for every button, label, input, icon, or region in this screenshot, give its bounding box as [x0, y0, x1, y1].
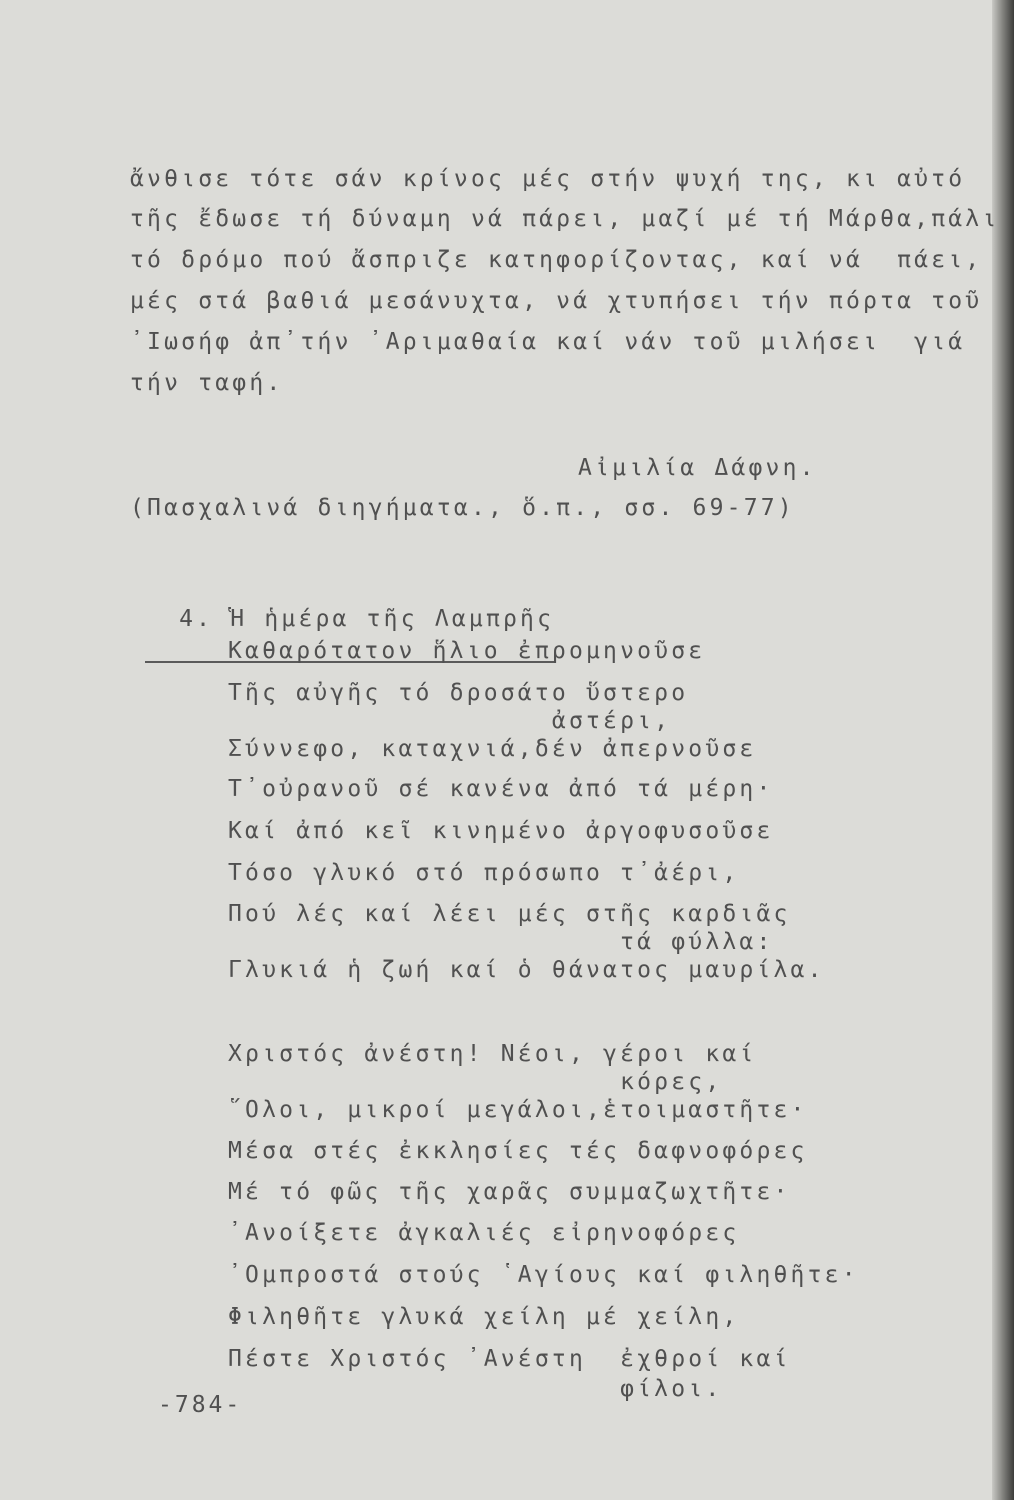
attribution-source: (Πασχαλινά διηγήματα., ὅ.π., σσ. 69-77) [130, 495, 795, 521]
poem-line: ἀστέρι, [228, 708, 672, 734]
poem-line: ᾿Ομπροστά στούς ῾Αγίους καί φιληθῆτε· [228, 1262, 859, 1288]
poem-line: Σύννεφο, καταχνιά,δέν ἀπερνοῦσε [228, 736, 757, 762]
prose-line: μές στά βαθιά μεσάνυχτα, νά χτυπήσει τήν πόρτα τοῦ [130, 288, 983, 314]
prose-line: ᾿Ιωσήφ ἀπ᾿τήν ᾿Αριμαθαία καί νάν τοῦ μιλήσει γιά [130, 329, 966, 355]
poem-line: κόρες, [228, 1069, 723, 1095]
poem-line: Καθαρότατον ἥλιο ἐπρομηνοῦσε [228, 638, 706, 664]
poem-line: Τῆς αὐγῆς τό δροσάτο ὕστερο [228, 680, 689, 706]
poem-line: Πέστε Χριστός ᾿Ανέστη ἐχθροί καί [228, 1346, 791, 1372]
page-number: -784- [158, 1392, 243, 1418]
poem-line: Καί ἀπό κεῖ κινημένο ἀργοφυσοῦσε [228, 818, 774, 844]
attribution-author: Αἰμιλία Δάφνη. [578, 455, 817, 481]
poem-line: Μέσα στές ἐκκλησίες τές δαφνοφόρες [228, 1138, 808, 1164]
poem-line: φίλοι. [228, 1376, 723, 1402]
poem-line: ῞Ολοι, μικροί μεγάλοι,ἑτοιμαστῆτε· [228, 1097, 808, 1123]
prose-line: ἄνθισε τότε σάν κρίνος μές στήν ψυχή της, κι αὐτό [130, 166, 966, 192]
prose-line: τῆς ἔδωσε τή δύναμη νά πάρει, μαζί μέ τή Μάρθα,πάλι [130, 206, 1000, 232]
section-heading-text: 4. Ἡ ἡμέρα τῆς Λαμπρῆς [179, 606, 555, 632]
poem-line: Χριστός ἀνέστη! Νέοι, γέροι καί [228, 1041, 757, 1067]
poem-line: Μέ τό φῶς τῆς χαρᾶς συμμαζωχτῆτε· [228, 1179, 791, 1205]
section-heading [145, 580, 554, 689]
poem-line: Φιληθῆτε γλυκά χείλη μέ χείλη, [228, 1304, 740, 1330]
prose-line: τό δρόμο πού ἄσπριζε κατηφορίζοντας, καί νά πάει, [130, 247, 983, 273]
poem-line: Πού λές καί λέει μές στῆς καρδιᾶς [228, 901, 791, 927]
poem-line: Τόσο γλυκό στό πρόσωπο τ᾿ἀέρι, [228, 860, 740, 886]
poem-line: ᾿Ανοίξετε ἀγκαλιές εἰρηνοφόρες [228, 1220, 740, 1246]
poem-line: τά φύλλα: [228, 929, 774, 955]
poem-line: Γλυκιά ἡ ζωή καί ὁ θάνατος μαυρίλα. [228, 957, 825, 983]
poem-line: Τ᾿οὐρανοῦ σέ κανένα ἀπό τά μέρη· [228, 776, 774, 802]
prose-line: τήν ταφή. [130, 370, 284, 396]
